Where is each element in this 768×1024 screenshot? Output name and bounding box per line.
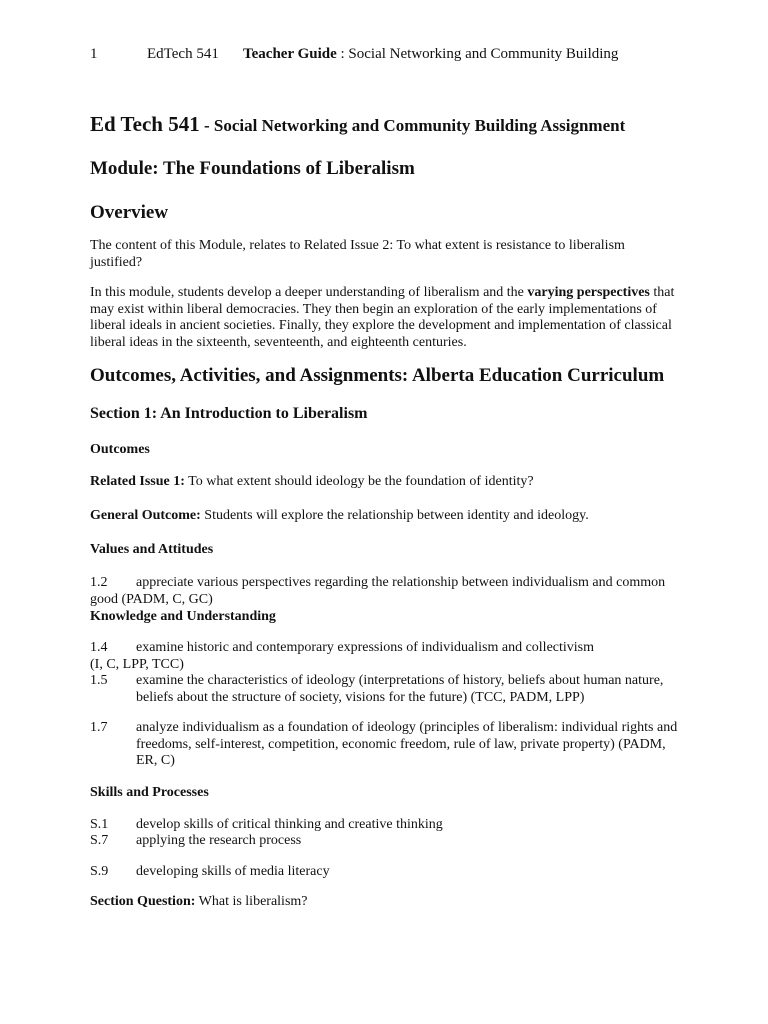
title-main: Ed Tech 541 — [90, 112, 200, 136]
outcome-text: examine the characteristics of ideology (interpretations of history, beliefs about human nature, beliefs about the structure of society, visions for the future) (TCC, PADM, LPP) — [136, 673, 664, 705]
module-title: Module: The Foundations of Liberalism — [90, 158, 415, 179]
knowledge-list — [90, 640, 680, 770]
overview-para-1: The content of this Module, relates to Related Issue 2: To what extent is resistance to liberalism justified? — [90, 238, 625, 270]
section-1-heading: Section 1: An Introduction to Liberalism — [90, 405, 368, 422]
section-question — [90, 894, 680, 911]
values-heading: Values and Attitudes — [90, 542, 214, 557]
knowledge-heading: Knowledge and Understanding — [90, 609, 276, 624]
outcome-number: 1.7 — [90, 720, 108, 735]
header-course: EdTech 541 — [147, 46, 219, 62]
related-issue-text: To what extent should ideology be the foundation of identity? — [184, 474, 534, 489]
overview-para-2 — [90, 285, 680, 351]
outcomes-label: Outcomes — [90, 442, 150, 457]
outcome-item-1-4 — [90, 640, 680, 673]
page-number: 1 — [90, 46, 98, 62]
skills-heading: Skills and Processes — [90, 784, 209, 800]
section-question-text: What is liberalism? — [195, 894, 308, 909]
outcome-number: 1.5 — [90, 673, 108, 688]
overview-para-2-end: that may exist within liberal democracies. They then begin an exploration of the early implementations of liberal ideals in ancient societies. Finally, they explore the development and implementation of classical liberal ideas in the sixteenth, seventeenth, and eighteenth centuries. — [90, 285, 675, 350]
outcome-number: 1.2 — [90, 575, 108, 590]
outcome-text: examine historic and contemporary expressions of individualism and collectivism — [136, 640, 595, 655]
outcome-number: 1.4 — [90, 640, 108, 655]
skill-number: S.7 — [90, 833, 109, 848]
general-outcome-text: Students will explore the relationship between identity and ideology. — [200, 507, 589, 523]
skill-item-s1 — [90, 817, 680, 834]
skill-number: S.9 — [90, 863, 109, 879]
related-issue-label: Related Issue 1: — [90, 474, 185, 489]
general-outcome-label: General Outcome: — [90, 507, 201, 523]
general-outcome — [90, 508, 680, 525]
outcomes-heading: Outcomes, Activities, and Assignments: Alberta Education Curriculum — [90, 365, 665, 386]
document-title — [90, 112, 680, 138]
overview-para-2-start: In this module, students develop a deeper understanding of liberalism and the — [90, 285, 528, 300]
skill-item-s7 — [90, 833, 680, 850]
outcome-text: appreciate various perspectives regarding the relationship between individualism and common — [136, 575, 666, 590]
section-question-label: Section Question: — [90, 894, 196, 909]
values-list — [90, 575, 680, 608]
outcome-text-cont: (I, C, LPP, TCC) — [90, 656, 184, 672]
document-body — [90, 112, 680, 925]
overview-heading: Overview — [90, 202, 169, 223]
varying-perspectives: varying perspectives — [527, 285, 650, 300]
skill-number: S.1 — [90, 816, 109, 832]
header-guide-bold: Teacher Guide — [243, 46, 337, 62]
related-issue — [90, 474, 680, 491]
outcome-item-1-2 — [90, 575, 680, 608]
outcome-item-1-7 — [90, 720, 680, 770]
skill-item-s9 — [90, 864, 680, 881]
outcome-text: analyze individualism as a foundation of ideology (principles of liberalism: individual rights and freedoms, self-interest, competition, economic freedom, rule of law, private property) (PADM, ER, C) — [136, 720, 678, 768]
outcome-text-cont: good (PADM, C, GC) — [90, 591, 213, 607]
outcome-item-1-5 — [90, 673, 680, 706]
header-guide-rest: : Social Networking and Community Building — [336, 46, 619, 62]
title-sub: - Social Networking and Community Building Assignment — [199, 116, 626, 135]
skills-list — [90, 817, 680, 881]
skill-text: applying the research process — [136, 833, 302, 848]
skill-text: develop skills of critical thinking and creative thinking — [136, 816, 443, 832]
skill-text: developing skills of media literacy — [136, 863, 330, 879]
header-guide — [243, 46, 618, 63]
